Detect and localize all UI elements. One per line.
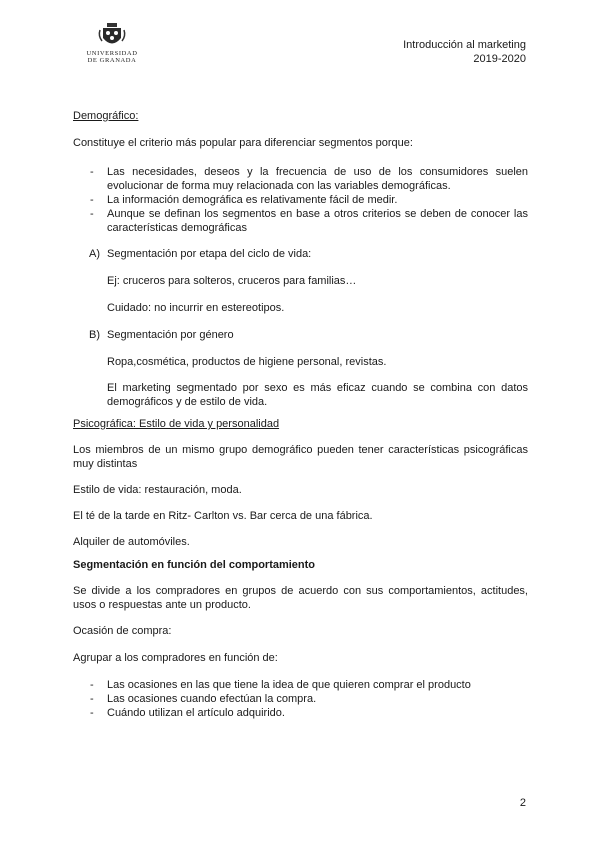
item-b-marker: B)	[89, 329, 100, 341]
list-item	[73, 678, 528, 692]
list-item	[73, 193, 528, 207]
estilo-vida-text: Estilo de vida: restauración, moda.	[73, 484, 242, 496]
comportamiento-heading: Segmentación en función del comportamiento	[73, 559, 316, 571]
list-item	[73, 692, 528, 706]
ocasion-heading: Ocasión de compra:	[73, 625, 172, 637]
list-item	[73, 165, 528, 193]
item-a-marker: A)	[89, 248, 100, 260]
te-tarde-text: El té de la tarde en Ritz- Carlton vs. Bar cerca de una fábrica.	[73, 510, 373, 522]
logo-text-line1: UNIVERSIDAD	[86, 50, 138, 57]
dash-marker: -	[90, 693, 94, 705]
academic-year: 2019-2020	[473, 53, 526, 65]
dash-marker: -	[90, 194, 94, 206]
alquiler-text: Alquiler de automóviles.	[73, 536, 190, 548]
item-b-note: El marketing segmentado por sexo es más eficaz cuando se combina con datos demográficos y de estilo de vida.	[107, 382, 528, 408]
demografico-intro: Constituye el criterio más popular para diferenciar segmentos porque:	[73, 137, 413, 149]
page-number: 2	[519, 797, 526, 809]
list-item-text: Las ocasiones en las que tiene la idea de que quieren comprar el producto	[107, 679, 471, 691]
dash-marker: -	[90, 166, 94, 178]
dash-marker: -	[90, 208, 94, 220]
logo-text-line2: DE GRANADA	[87, 57, 137, 64]
item-a-text: Segmentación por etapa del ciclo de vida:	[107, 248, 312, 260]
item-a-example: Ej: cruceros para solteros, cruceros para familias…	[107, 275, 357, 287]
item-a-title	[73, 247, 528, 261]
comportamiento-text: Se divide a los compradores en grupos de acuerdo con sus comportamientos, actitudes, usos o respuestas ante un producto.	[73, 585, 528, 611]
psicografica-heading: Psicográfica: Estilo de vida y personalidad	[73, 418, 280, 430]
list-item-text: Aunque se definan los segmentos en base a otros criterios se deben de conocer las características demográficas	[107, 208, 528, 234]
list-item-text: Las necesidades, deseos y la frecuencia de uso de los consumidores suelen evolucionar de forma muy relacionada con las variables demográficas.	[107, 166, 528, 192]
list-item-text: La información demográfica es relativamente fácil de medir.	[107, 194, 398, 206]
list-item	[73, 706, 528, 720]
header-info	[403, 38, 526, 66]
item-b-products: Ropa,cosmética, productos de higiene personal, revistas.	[107, 356, 387, 368]
demografico-list	[73, 165, 528, 235]
list-item	[73, 207, 528, 235]
list-item-text: Cuándo utilizan el artículo adquirido.	[107, 707, 285, 719]
agrupar-list	[73, 678, 528, 720]
university-logo	[84, 22, 140, 64]
item-b-title	[73, 328, 528, 342]
coat-of-arms-icon	[97, 22, 127, 50]
list-item-text: Las ocasiones cuando efectúan la compra.	[107, 693, 317, 705]
demografico-heading: Demográfico:	[73, 110, 139, 122]
item-b-text: Segmentación por género	[107, 329, 234, 341]
psicografica-text: Los miembros de un mismo grupo demográfico pueden tener características psicográficas muy distintas	[73, 444, 528, 470]
item-a-caution: Cuidado: no incurrir en estereotipos.	[107, 302, 285, 314]
agrupar-intro: Agrupar a los compradores en función de:	[73, 652, 278, 664]
dash-marker: -	[90, 679, 94, 691]
course-title: Introducción al marketing	[403, 39, 526, 51]
dash-marker: -	[90, 707, 94, 719]
document-body	[73, 109, 528, 720]
